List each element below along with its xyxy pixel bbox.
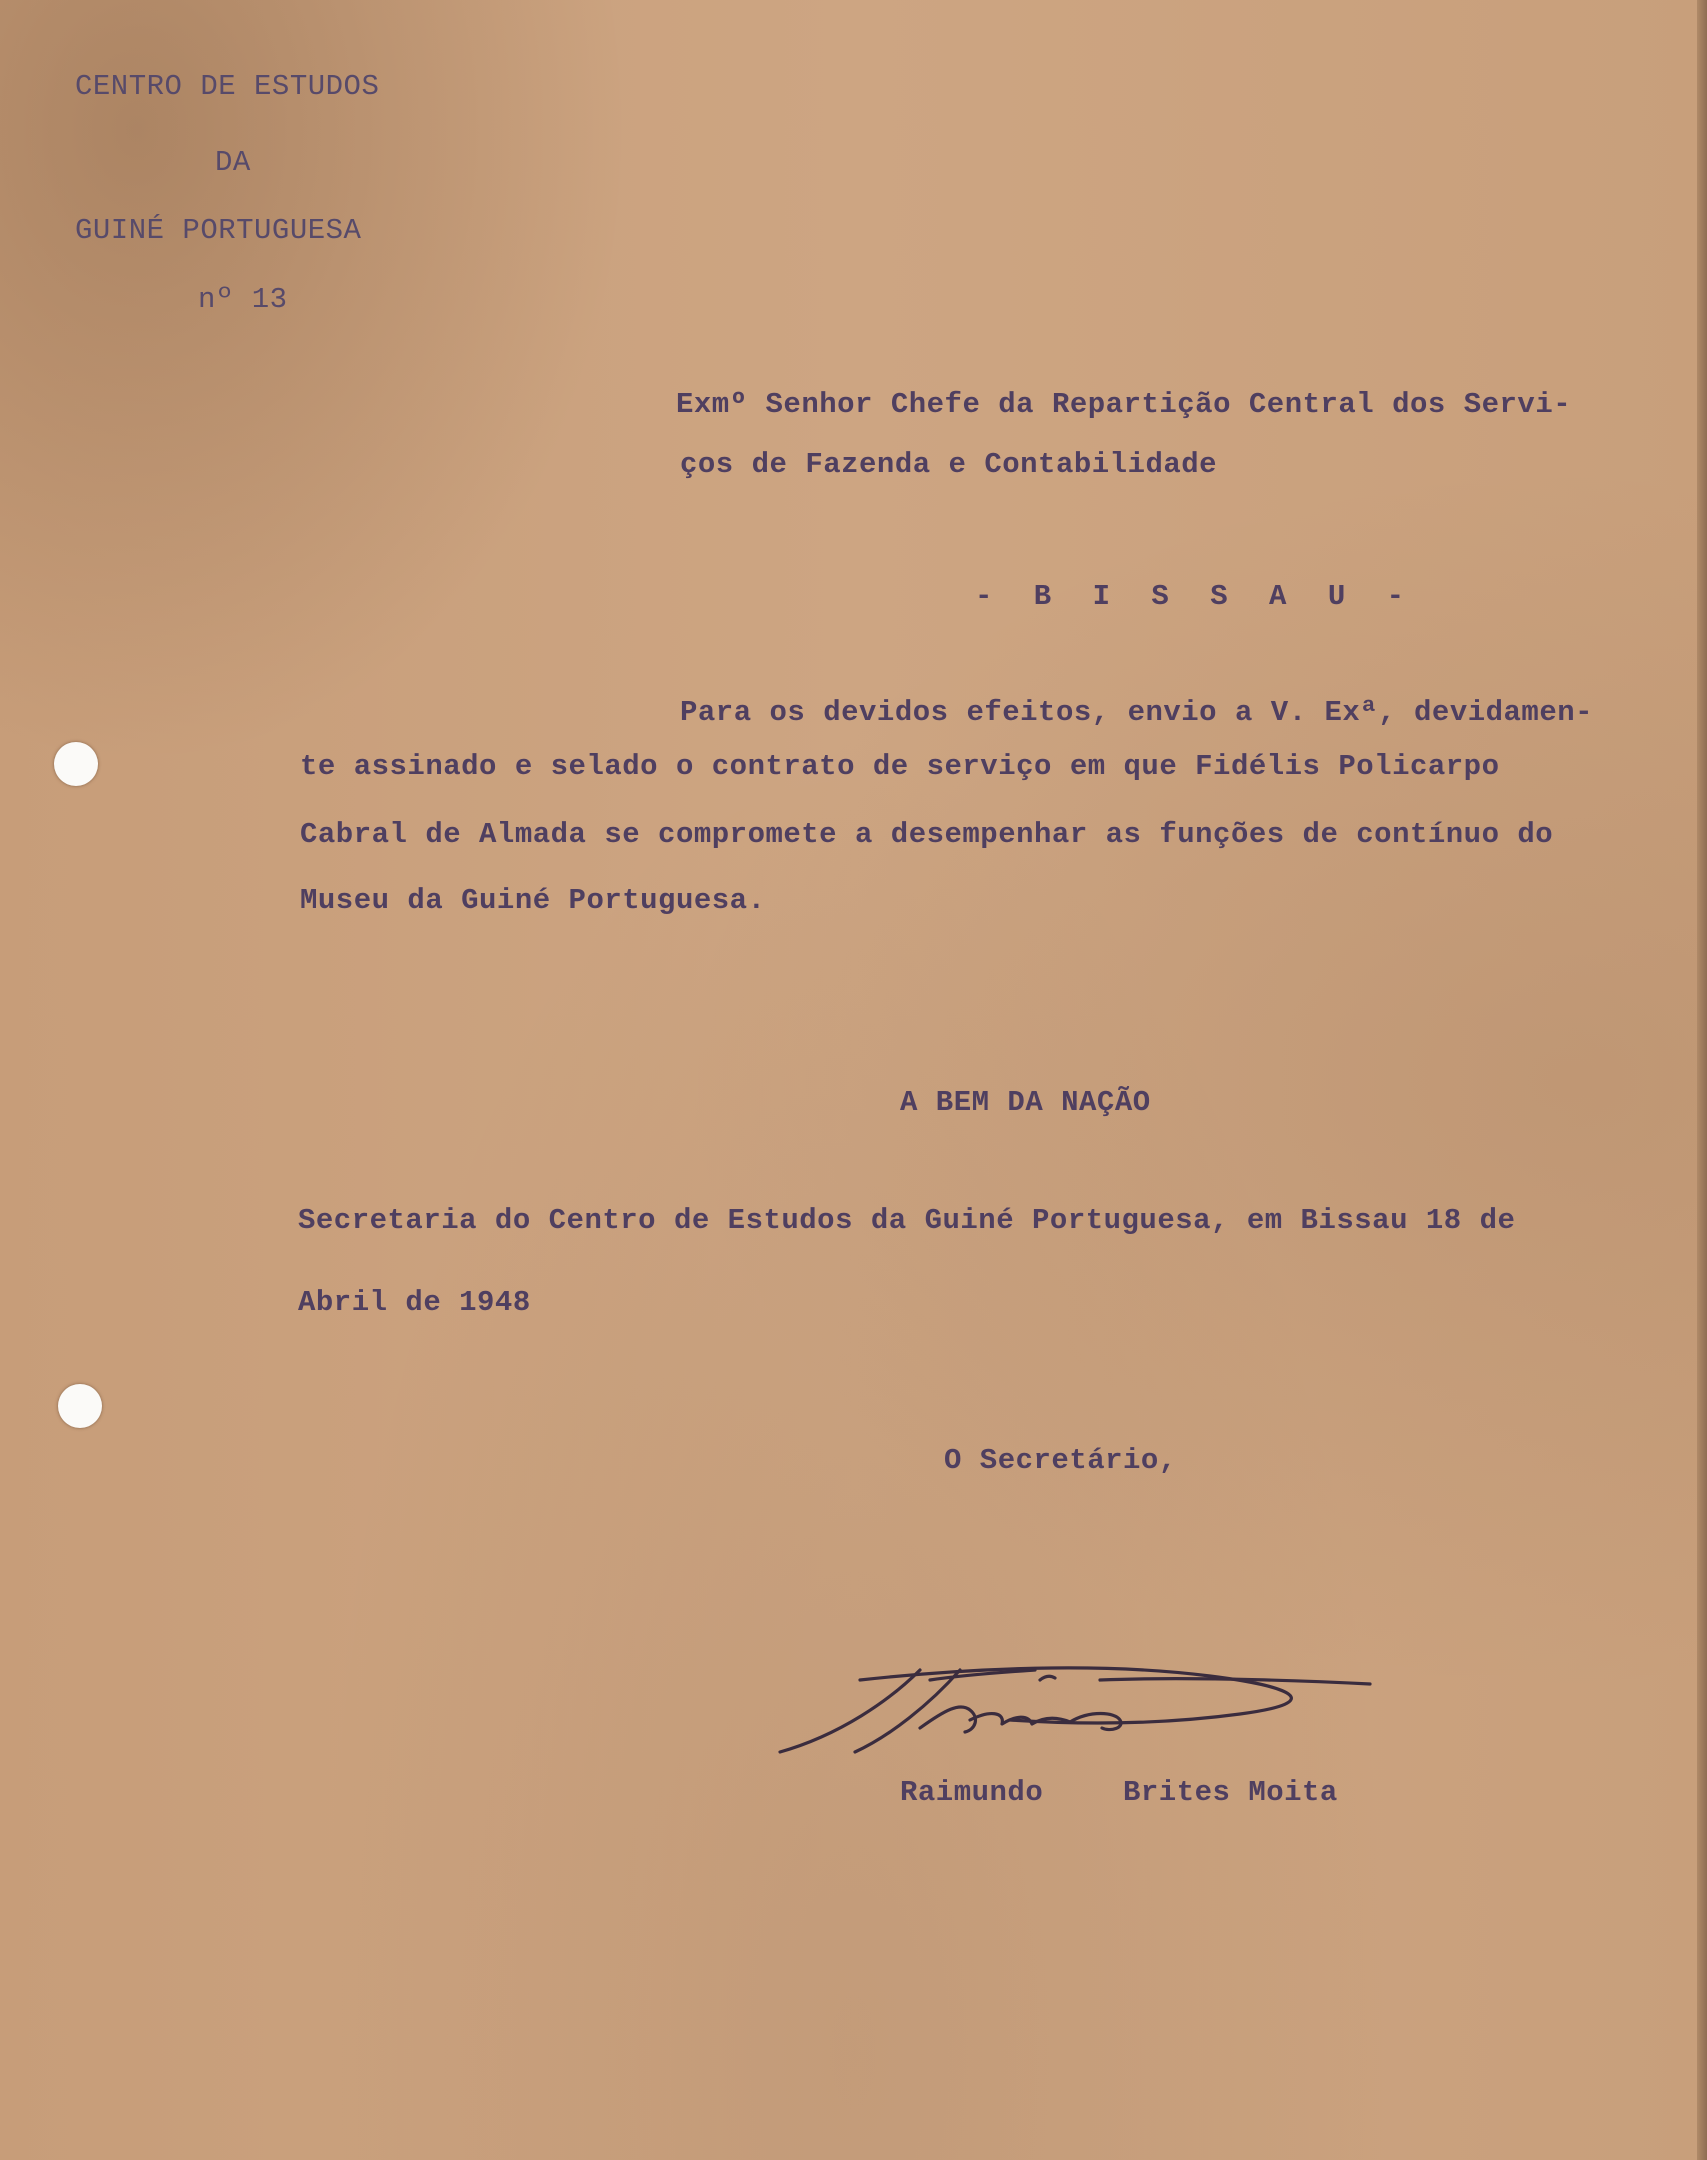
signatory-first-name: Raimundo [900, 1776, 1044, 1809]
signatory-surnames: Brites Moita [1123, 1776, 1338, 1809]
body-line-3: Cabral de Almada se compromete a desempenhar as funções de contínuo do [300, 818, 1554, 851]
letterhead-line-1: CENTRO DE ESTUDOS [75, 70, 380, 103]
addressee-city: - B I S S A U - [975, 580, 1417, 613]
punch-hole [54, 742, 98, 786]
addressee-line-2: ços de Fazenda e Contabilidade [680, 448, 1218, 481]
place-date-line-1: Secretaria do Centro de Estudos da Guiné Portuguesa, em Bissau 18 de [298, 1204, 1516, 1237]
body-line-2: te assinado e selado o contrato de serviço em que Fidélis Policarpo [300, 750, 1500, 783]
body-line-1: Para os devidos efeitos, envio a V. Exª, devidamen- [680, 696, 1594, 729]
place-date-line-2: Abril de 1948 [298, 1286, 531, 1319]
addressee-line-1: Exmº Senhor Chefe da Repartição Central dos Servi- [676, 388, 1572, 421]
document-number: nº 13 [198, 283, 288, 316]
paper-edge [1697, 0, 1707, 2160]
punch-hole [58, 1384, 102, 1428]
signatory-title: O Secretário, [944, 1444, 1177, 1477]
body-line-4: Museu da Guiné Portuguesa. [300, 884, 766, 917]
closing-motto: A BEM DA NAÇÃO [900, 1086, 1151, 1119]
letterhead-line-3: GUINÉ PORTUGUESA [75, 214, 362, 247]
letterhead-line-2: DA [215, 146, 251, 179]
handwritten-signature [770, 1640, 1390, 1760]
